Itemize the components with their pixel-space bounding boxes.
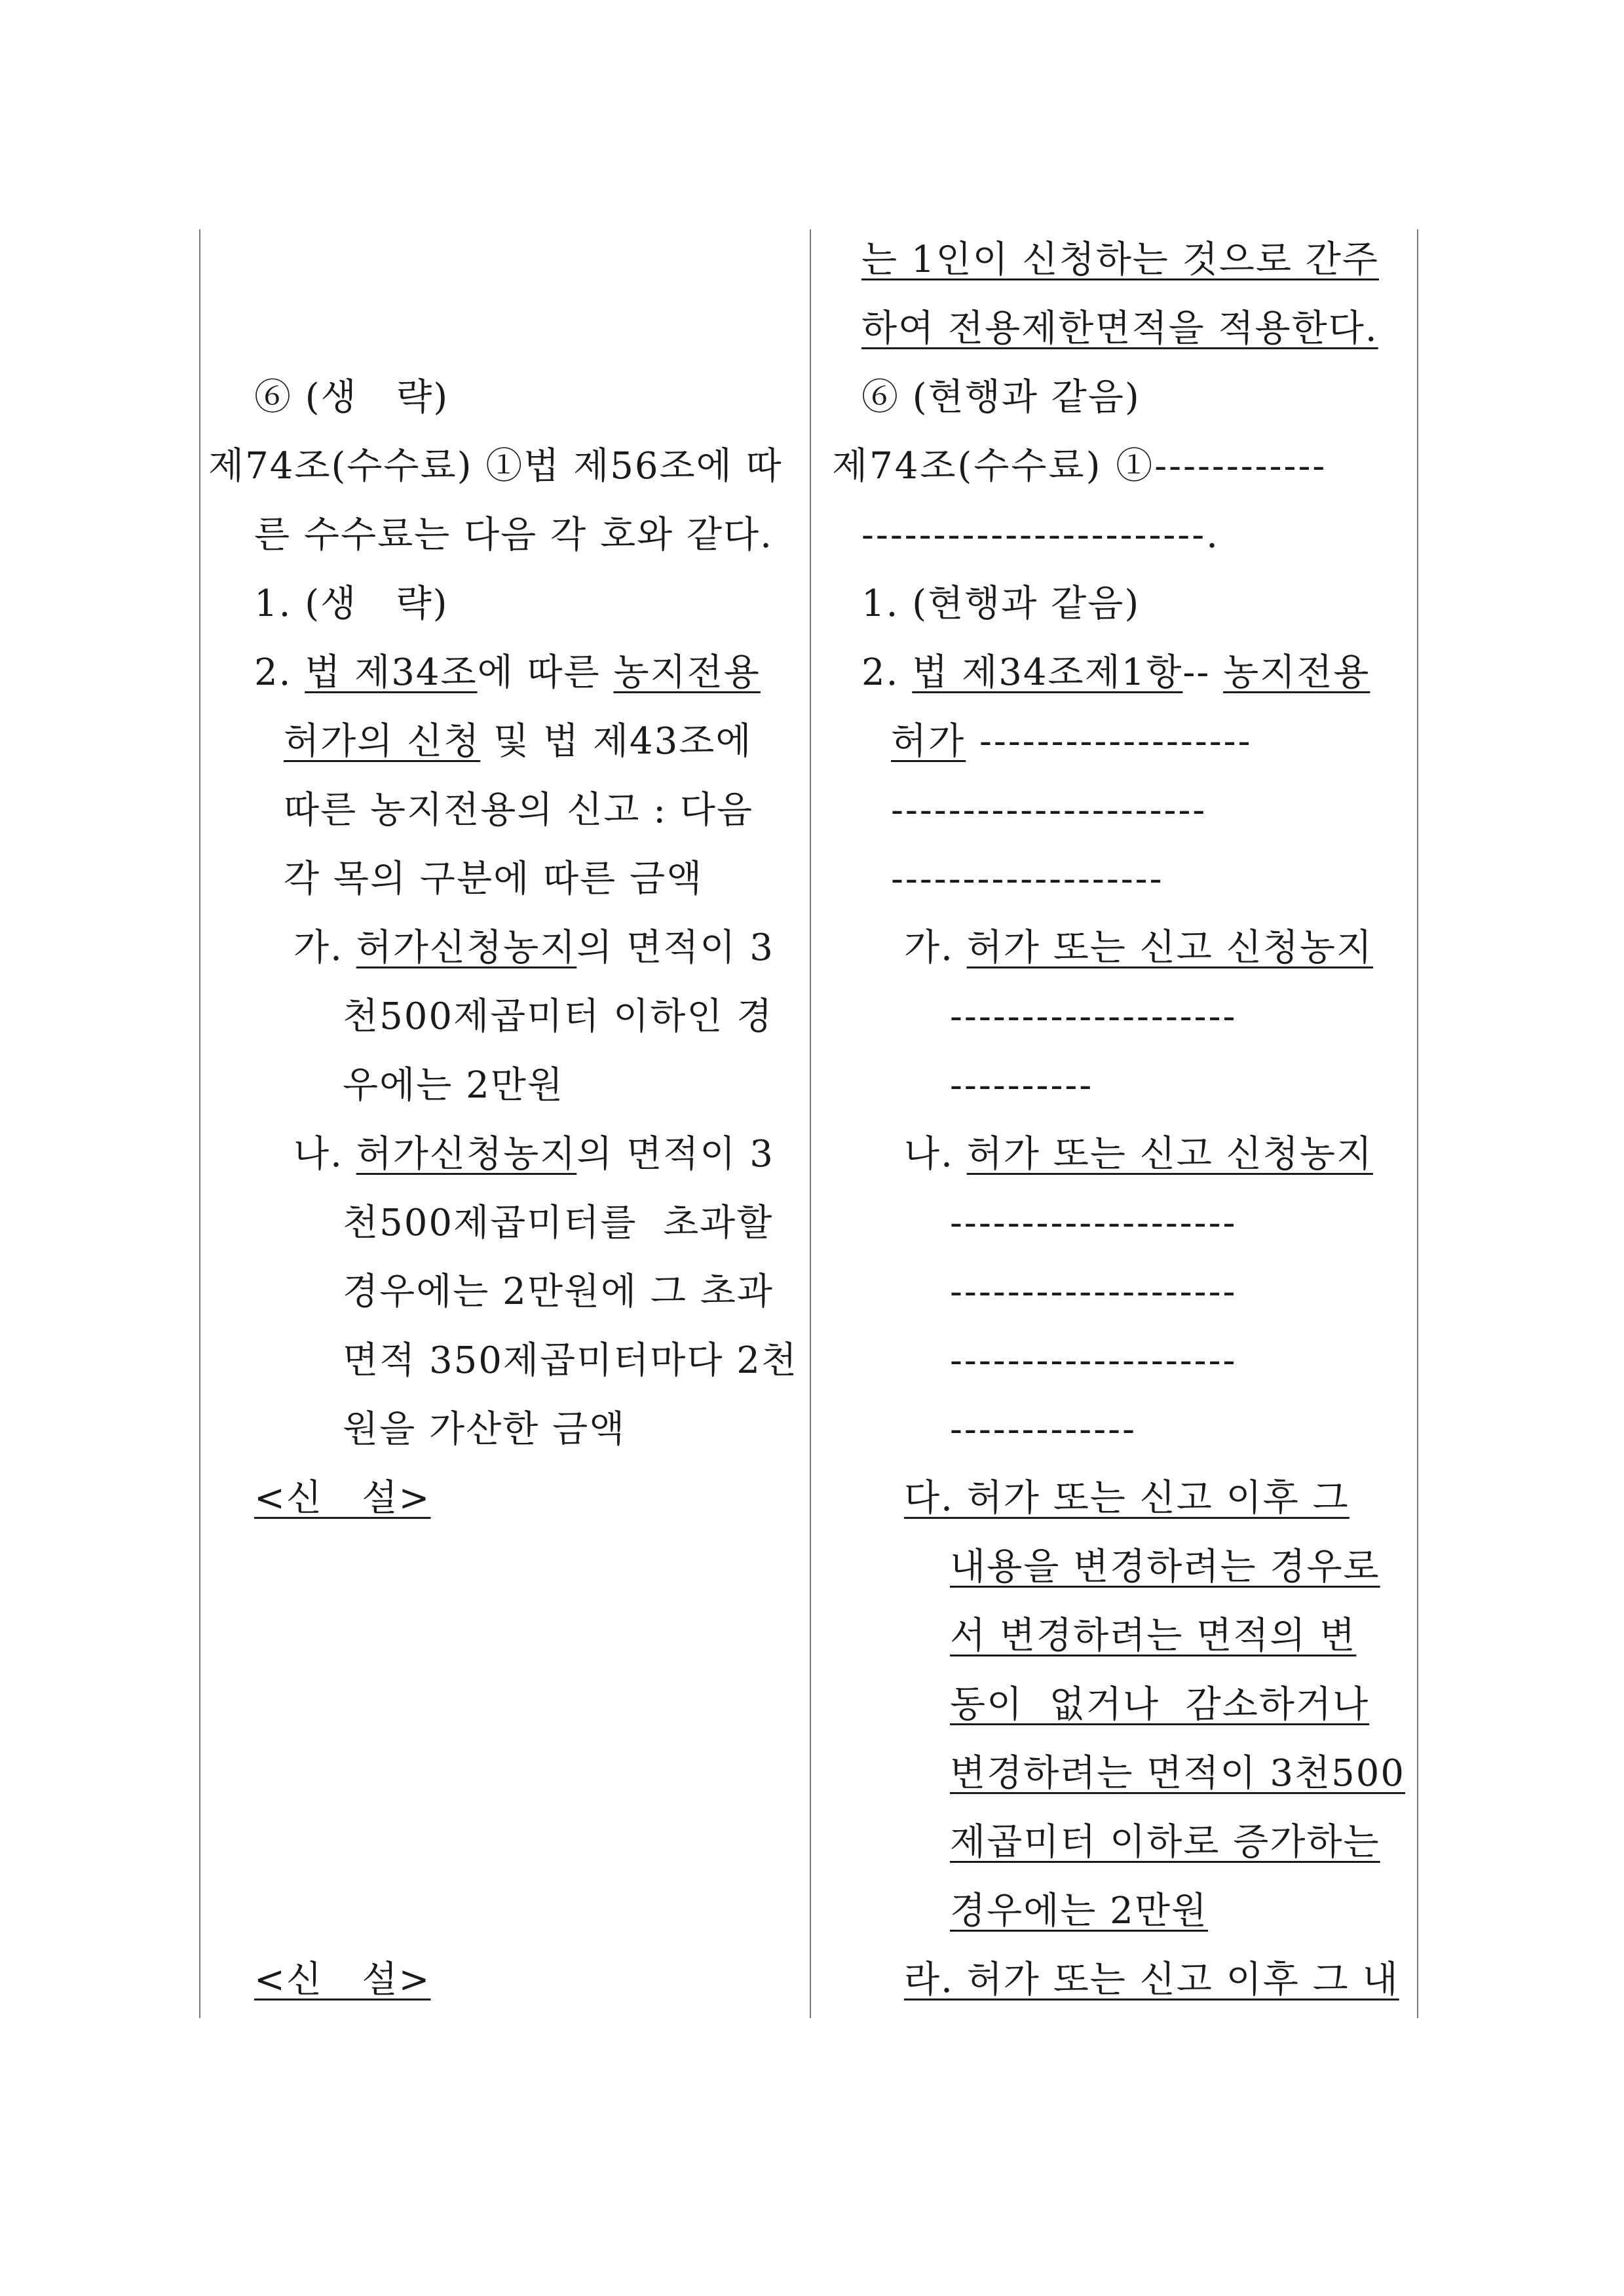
left-line-item-na-cont3: 면적 350제곱미터마다 2천 <box>343 1339 798 1382</box>
left-line-fee-intro: 른 수수료는 다음 각 호와 같다. <box>254 514 773 556</box>
right-line-item-da-cont6: 경우에는 2만원 <box>950 1890 1209 1932</box>
right-line-item-da-cont3: 동이 없거나 감소하거나 <box>950 1683 1370 1726</box>
left-border <box>199 229 200 2018</box>
left-line-para6: ⑥ (생 략) <box>254 376 449 419</box>
right-line-item2-cont2: ---------------------- <box>891 789 1207 832</box>
right-line-item-da-cont1: 내용을 변경하려는 경우로 <box>950 1546 1380 1588</box>
center-divider <box>810 229 811 2018</box>
right-line-item-na: 나. 허가 또는 신고 신청농지 <box>904 1133 1374 1176</box>
right-line-fee-intro: ------------------------. <box>861 514 1220 556</box>
left-line-item-na: 나. 허가신청농지의 면적이 3 <box>293 1133 774 1176</box>
left-line-item-na-cont4: 원을 가산한 금액 <box>343 1408 626 1451</box>
left-line-item2: 2. 법 제34조에 따른 농지전용 <box>254 651 761 694</box>
right-line-para6: ⑥ (현행과 같음) <box>861 376 1141 419</box>
right-line-item2-cont1: 허가 ------------------- <box>891 720 1253 763</box>
right-line-1: 하여 전용제한면적을 적용한다. <box>861 307 1378 350</box>
left-line-article74: 제74조(수수료) ①법 제56조에 따 <box>208 445 783 488</box>
left-line-item-na-cont2: 경우에는 2만원에 그 초과 <box>343 1271 774 1313</box>
right-line-item-ga-cont1: -------------------- <box>950 995 1237 1038</box>
right-line-item-da: 다. 허가 또는 신고 이후 그 <box>904 1477 1350 1520</box>
right-line-item-da-cont5: 제곱미터 이하로 증가하는 <box>950 1821 1380 1864</box>
left-line-item2-cont1: 허가의 신청 및 법 제43조에 <box>284 720 753 763</box>
right-line-item2-cont3: ------------------- <box>891 858 1164 900</box>
left-line-new-2: <신 설> <box>254 1959 431 2001</box>
left-line-item2-cont3: 각 목의 구분에 따른 금액 <box>284 858 704 900</box>
left-line-item-na-cont1: 천500제곱미터를 초과할 <box>343 1202 774 1244</box>
left-line-item-ga: 가. 허가신청농지의 면적이 3 <box>293 927 774 969</box>
right-line-item-na-cont3: -------------------- <box>950 1339 1237 1382</box>
left-line-item-ga-cont2: 우에는 2만원 <box>343 1064 564 1107</box>
left-line-item-ga-cont1: 천500제곱미터 이하인 경 <box>343 995 774 1038</box>
right-line-item-na-cont4: ------------- <box>950 1408 1137 1451</box>
right-line-article74: 제74조(수수료) ①------------ <box>832 445 1327 488</box>
right-line-item-na-cont2: -------------------- <box>950 1271 1237 1313</box>
right-line-item-da-cont2: 서 변경하려는 면적의 변 <box>950 1615 1357 1657</box>
right-line-item-ga: 가. 허가 또는 신고 신청농지 <box>904 927 1374 969</box>
right-line-item1: 1. (현행과 같음) <box>861 583 1141 625</box>
left-line-item1: 1. (생 략) <box>254 583 449 625</box>
right-line-item-ra: 라. 허가 또는 신고 이후 그 내 <box>904 1959 1399 2001</box>
right-line-item-da-cont4: 변경하려는 면적이 3천500 <box>950 1752 1405 1795</box>
left-line-new-1: <신 설> <box>254 1477 431 1520</box>
right-line-item-ga-cont2: ---------- <box>950 1064 1094 1107</box>
right-line-0: 는 1인이 신청하는 것으로 간주 <box>861 239 1379 281</box>
right-border <box>1417 229 1418 2018</box>
left-line-item2-cont2: 따른 농지전용의 신고 : 다음 <box>284 789 754 832</box>
right-line-item2: 2. 법 제34조제1항-- 농지전용 <box>861 651 1370 694</box>
right-line-item-na-cont1: -------------------- <box>950 1202 1237 1244</box>
